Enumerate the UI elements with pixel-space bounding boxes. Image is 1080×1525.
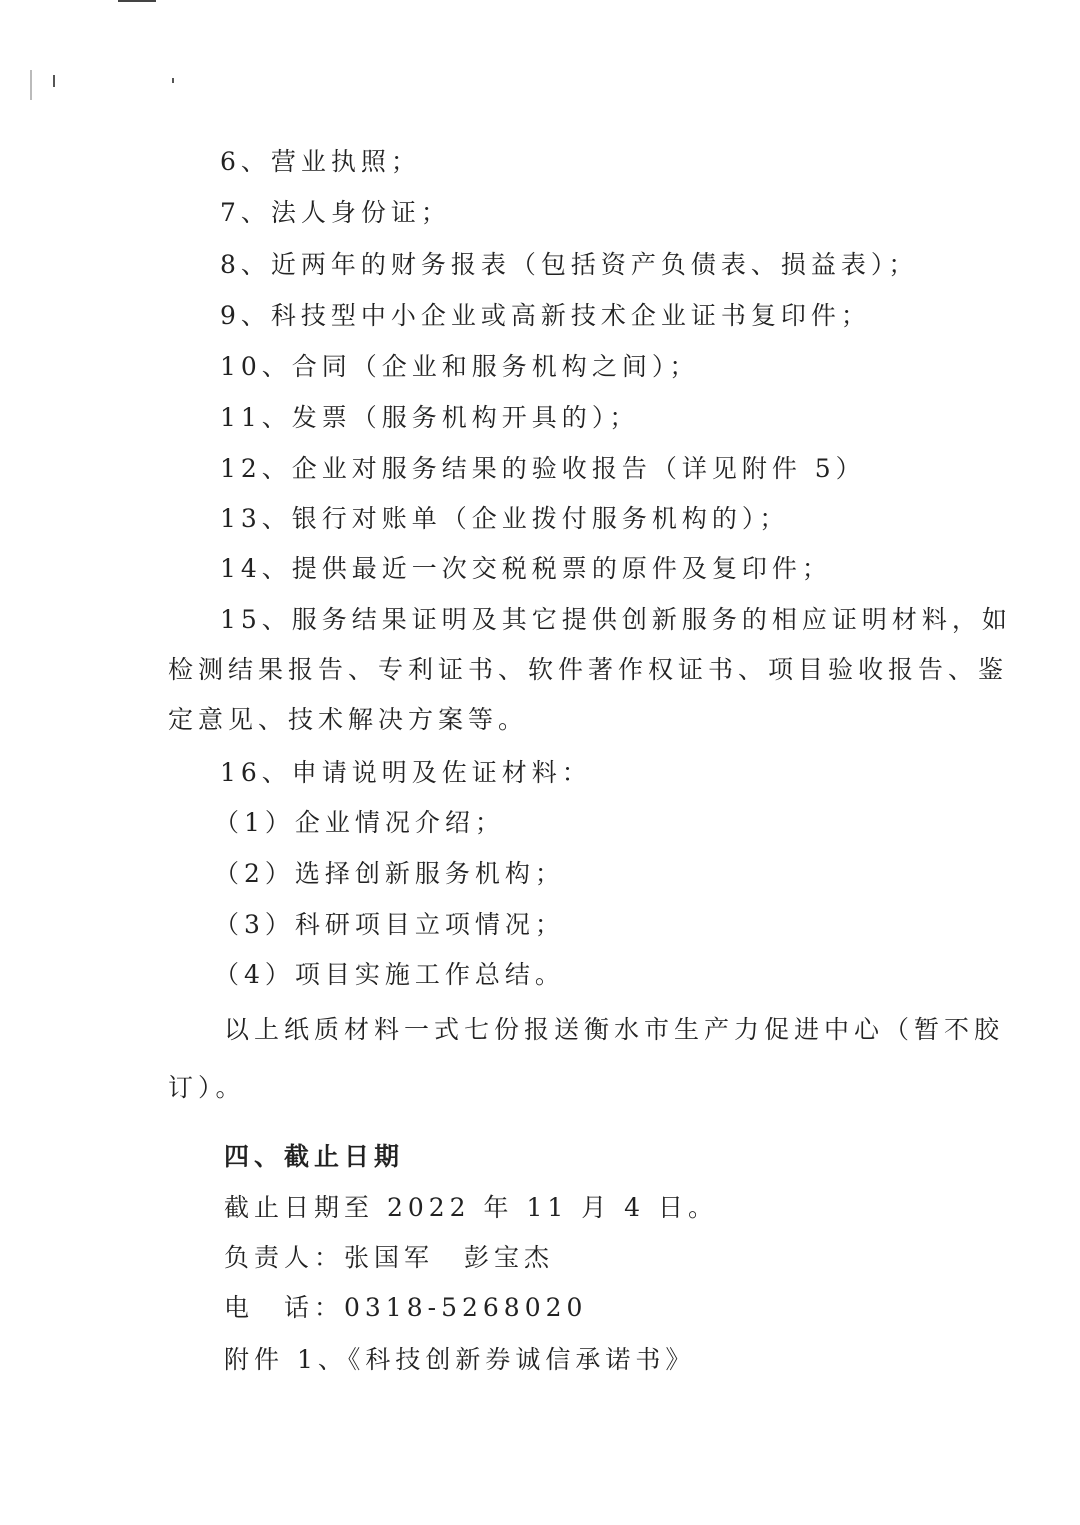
list-item-15-line: 定意见、技术解决方案等。: [168, 705, 529, 734]
list-item: 13、银行对账单（企业拨付服务机构的）；: [220, 504, 790, 533]
list-item: 7、法人身份证；: [220, 198, 451, 227]
contact-person: 负责人：张国军 彭宝杰: [224, 1243, 555, 1272]
list-item: 9、科技型中小企业或高新技术企业证书复印件；: [220, 301, 871, 330]
sub-item: （4）项目实施工作总结。: [214, 960, 565, 989]
list-item-15-line: 15、服务结果证明及其它提供创新服务的相应证明材料，如: [220, 605, 1012, 634]
attachment-title: 附件 1、《科技创新券诚信承诺书》: [224, 1345, 696, 1374]
list-item: 6、营业执照；: [220, 147, 421, 176]
phone-number: 电 话：0318-5268020: [224, 1293, 588, 1322]
section-heading: 四、截止日期: [224, 1142, 405, 1171]
submission-note: 订）。: [168, 1073, 246, 1102]
list-item-15-line: 检测结果报告、专利证书、软件著作权证书、项目验收报告、鉴: [168, 655, 1009, 684]
list-item: 11、发票（服务机构开具的）；: [220, 403, 640, 432]
sub-item: （1）企业情况介绍；: [214, 808, 505, 837]
scan-mark: [118, 0, 156, 2]
deadline-text: 截止日期至 2022 年 11 月 4 日。: [224, 1193, 719, 1222]
sub-item: （3）科研项目立项情况；: [214, 910, 565, 939]
list-item: 16、申请说明及佐证材料：: [220, 758, 592, 787]
list-item: 8、近两年的财务报表（包括资产负债表、损益表）；: [220, 250, 919, 279]
list-item: 10、合同（企业和服务机构之间）；: [220, 352, 700, 381]
scan-noise: [172, 78, 174, 83]
scan-noise: [53, 75, 55, 87]
list-item: 12、企业对服务结果的验收报告（详见附件 5）: [220, 454, 866, 483]
sub-item: （2）选择创新服务机构；: [214, 859, 565, 888]
list-item: 14、提供最近一次交税税票的原件及复印件；: [220, 554, 832, 583]
submission-note: 以上纸质材料一式七份报送衡水市生产力促进中心（暂不胶: [224, 1015, 1005, 1044]
scan-noise: [30, 70, 32, 100]
